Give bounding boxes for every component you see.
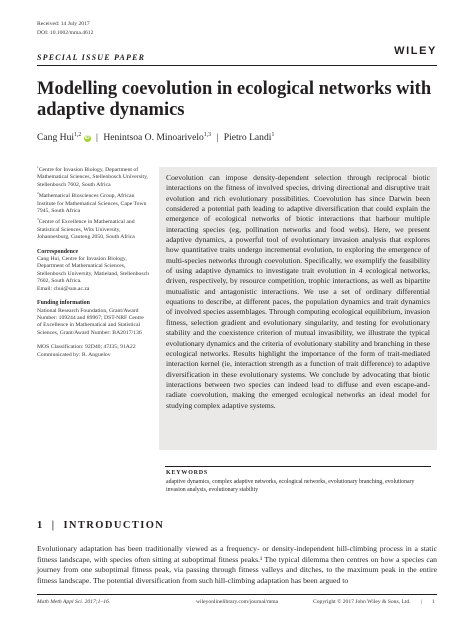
article-title: Modelling coevolution in ecological networks with adaptive dynamics [37, 79, 432, 120]
correspondence-heading: Correspondence [37, 248, 79, 255]
author-affiliation-sup: 1 [271, 131, 275, 138]
affiliation-text: Centre for Invasion Biology, Department of Mathematical Sciences, Stellenbosch University, Stellenbosch 7602, South Africa [37, 167, 148, 188]
author-list [37, 132, 274, 143]
header-rule [37, 65, 437, 66]
footer-separator: | [421, 599, 423, 605]
author-name[interactable]: Henintsoa O. Minoarivelo [103, 132, 204, 143]
msc-classification: MOS Classification: 92D40; 47J35; 91A22 [37, 344, 136, 351]
abstract-text: Coevolution can impose density-dependent selection through reciprocal biotic interactions on the fitness of involved species, driving directional and disruptive trait evolution and rich evolutionary possibilities. Coevolution has since Darwin been considered a potential path leading to adaptive diversification that could explain the emergence of ecological networks of biotic interactions that harbour multiple interacting species (eg, pollination networks and food webs). Here, we present adaptive dynamics, a powerful tool of evolutionary invasion analysis that explores how quantitative traits undergo incremental evolution, to exploring the emergence of multi-species networks through coevolution. Specifically, we exemplify the feasibility of using adaptive dynamics to investigate trait evolution in 4 ecological networks, driven, respectively, by resource competition, trophic interactions, as well as bipartite mutualistic and antagonistic interactions. We use a set of ordinary differential equations to describe, at different paces, the population dynamics and trait dynamics of involved species assemblages. Through computing ecological equilibrium, invasion fitness, selection gradient and evolutionary singularity, and testing for evolutionary stability and the coexistence criterion of mutual invasibility, we illustrate the typical evolutionary dynamics and the criteria of evolutionary stability and branching in these ecological networks. Results highlight the importance of the form of trait-mediated interaction kernel (ie, interaction strength as a function of trait difference) to adaptive diversification in these evolutionary systems. We conclude by advocating that biotic interactions between two species can indeed lead to diffuse and even escape-and-radiate coevolution, making the emerged ecological networks an ideal model for studying complex adaptive systems. [166, 173, 430, 410]
journal-url[interactable]: wileyonlinelibrary.com/journal/mma [196, 599, 279, 605]
article-category: SPECIAL ISSUE PAPER [37, 53, 146, 62]
correspondence-email[interactable]: Email: chui@sun.ac.za [37, 285, 90, 292]
author-name[interactable]: Pietro Landi [223, 132, 272, 143]
affiliation [37, 193, 149, 215]
affiliation-text: Centre of Excellence in Mathematical and Statistical Sciences, Wits University, Johannesburg, Gauteng 2050, South Africa [37, 219, 135, 241]
journal-citation: Math Meth Appl Sci. 2017;1–16. [37, 599, 111, 605]
section-separator: | [51, 520, 56, 531]
affiliation-sup: 3 [37, 217, 39, 222]
communicated-by: Communicated by: R. Anguelov [37, 351, 111, 358]
orcid-icon[interactable]: iD [84, 135, 90, 141]
doi[interactable]: DOI: 10.1002/mma.4612 [37, 30, 94, 36]
keywords-rule [165, 466, 431, 467]
author-affiliation-sup: 1,3 [203, 131, 212, 138]
introduction-paragraph: Evolutionary adaptation has been traditionally viewed as a frequency- or density-independent hill-climbing process in a static fitness landscape, with species often sitting at suboptimal fitness peaks.¹ The typical dilemma then centres on how a species can journey from one suboptimal fitness peak, via passing through fitness valleys and ditches, to the maximum peak in the entire fitness landscape. The potential diversification from such hill-climbing adaptation has been argued to [37, 544, 437, 585]
author-separator: | [216, 132, 219, 143]
affiliation-sup: 2 [37, 191, 39, 196]
section-title: INTRODUCTION [63, 520, 165, 531]
affiliation-sup: 1 [37, 165, 39, 170]
funding-text: National Research Foundation, Grant/Award Number: 109244 and 89967; DST-NRF Centre of Excellence in Mathematical and Statistical Sciences, Grant/Award Number: BA2017/136 [37, 307, 144, 336]
affiliation-text: Mathematical Biosciences Group, African Institute for Mathematical Sciences, Cape Town 7945, South Africa [37, 193, 147, 215]
sidebar [37, 167, 149, 359]
correspondence-address: Cang Hui, Centre for Invasion Biology, Department of Mathematical Sciences, Stellenbosch University, Matieland, Stellenbosch 7602, South Africa. [37, 256, 149, 285]
section-heading [37, 520, 164, 531]
keywords-text: adaptive dynamics, complex adaptive networks, ecological networks, evolutionary branching, evolutionary invasion analysis, evolutionary stability [166, 479, 415, 493]
author-affiliation-sup: 1,2 [74, 131, 82, 138]
affiliation [37, 167, 149, 189]
introduction [37, 544, 437, 586]
affiliation [37, 219, 149, 241]
publisher-logo: WILEY [394, 45, 437, 57]
received-date: Received: 14 July 2017 [37, 21, 90, 27]
section-number: 1 [37, 520, 44, 531]
page-number: 1 [432, 599, 435, 605]
copyright: Copyright © 2017 John Wiley & Sons, Ltd. [313, 599, 411, 605]
author-name[interactable]: Cang Hui [37, 132, 75, 143]
abstract-box [159, 167, 437, 450]
footer-rule [37, 594, 437, 595]
funding-heading: Funding information [37, 300, 90, 307]
keywords-heading: KEYWORDS [166, 470, 209, 476]
author-separator: | [96, 132, 98, 143]
